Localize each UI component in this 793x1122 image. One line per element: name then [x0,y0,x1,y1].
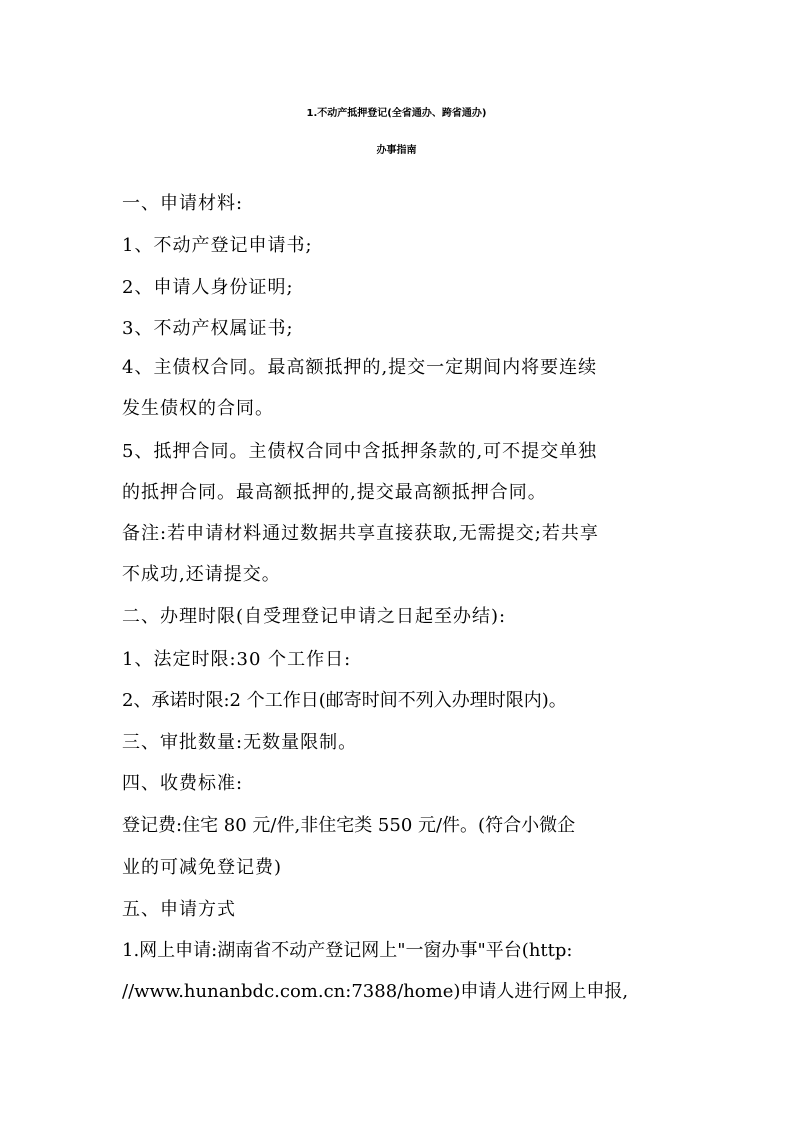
list-item-continuation: //www.hunanbdc.com.cn:7388/home)申请人进行网上申报, [122,981,629,1002]
section-heading-quantity: 三、审批数量:无数量限制。 [122,732,358,753]
list-item: 1.网上申请:湖南省不动产登记网上"一窗办事"平台(http: [122,940,573,961]
page-subtitle: 办事指南 [376,145,417,156]
note-text: 备注:若申请材料通过数据共享直接获取,无需提交;若共享 [122,523,599,544]
list-item: 3、不动产权属证书; [122,318,294,339]
fee-text: 登记费:住宅 80 元/件,非住宅类 550 元/件。(符合小微企 [122,815,576,836]
list-item: 4、主债权合同。最高额抵押的,提交一定期间内将要连续 [122,357,598,378]
section-heading-fees: 四、收费标准: [122,773,244,794]
list-item: 2、申请人身份证明; [122,277,294,298]
section-heading-application-method: 五、申请方式 [122,899,236,920]
section-heading-time-limit: 二、办理时限(自受理登记申请之日起至办结): [122,606,507,627]
list-item: 5、抵押合同。主债权合同中含抵押条款的,可不提交单独 [122,441,598,462]
page-title: 1.不动产抵押登记(全省通办、跨省通办) [306,108,487,119]
note-text-continuation: 不成功,还请提交。 [122,564,281,585]
list-item: 2、承诺时限:2 个工作日(邮寄时间不列入办理时限内)。 [122,690,567,711]
list-item-continuation: 的抵押合同。最高额抵押的,提交最高额抵押合同。 [122,482,547,503]
section-heading-materials: 一、申请材料: [122,193,244,214]
list-item-continuation: 发生债权的合同。 [122,398,274,419]
list-item: 1、不动产登记申请书; [122,235,313,256]
fee-text-continuation: 业的可减免登记费) [122,857,283,878]
list-item: 1、法定时限:30 个工作日: [122,649,352,670]
